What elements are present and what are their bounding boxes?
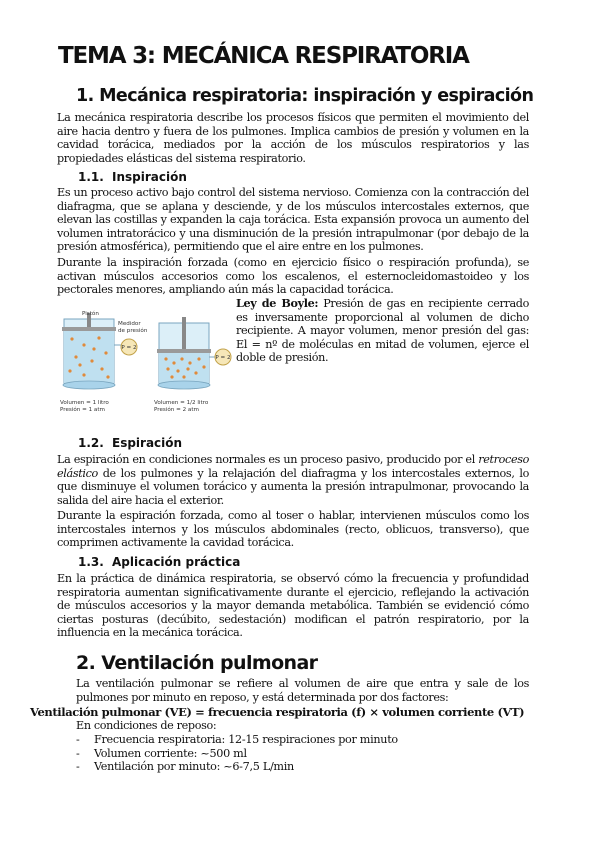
subsection-1-3-heading — [78, 555, 240, 569]
subsection-1-2-heading — [78, 436, 182, 450]
boyle-law-label: Ley de Boyle: — [236, 296, 319, 310]
gauge-left-text: P = 2 — [121, 345, 137, 351]
expiration-text-a: La espiración en condiciones normales es un proceso pasivo, producido por el — [57, 453, 479, 466]
list-item: - Frecuencia respiratoria: 12-15 respiraciones por minuto — [76, 733, 398, 747]
boyle-law-paragraph — [236, 297, 529, 365]
subsection-label: Aplicación práctica — [112, 555, 241, 569]
left-cylinder — [62, 313, 116, 389]
ventilation-intro: La ventilación pulmonar se refiere al volumen de aire que entra y sale de los pulmones por minuto en reposo, y está determinada por dos factores: — [76, 677, 529, 704]
gauge-label-2: de presión — [118, 328, 148, 334]
left-caption-volume: Volumen = 1 litro — [60, 400, 109, 406]
expiration-emphasis: retroceso elástico — [57, 453, 529, 480]
subsection-1-1-heading — [78, 170, 187, 184]
list-item: - Volumen corriente: ~500 ml — [76, 747, 398, 761]
list-item: - Ventilación por minuto: ~6-7,5 L/min — [76, 760, 398, 774]
inspiration-paragraph-1: Es un proceso activo bajo control del sistema nervioso. Comienza con la contracción del diafragma, que se aplana y desciende, y de los músculos intercostales externos, que elevan las costillas y expanden la caja torácica. Esta expansión provoca un aumento del volumen intratorácico y una disminución de la presión intrapulmonar (por debajo de la presión atmosférica), permitiendo que el aire entre en los pulmones. — [57, 186, 529, 254]
piston-label: Pistón — [82, 311, 99, 317]
subsection-number: 1.1. — [78, 170, 104, 184]
section-2-heading: 2. Ventilación pulmonar — [76, 652, 318, 674]
subsection-label: Inspiración — [112, 170, 187, 184]
expiration-paragraph-2: Durante la espiración forzada, como al toser o hablar, intervienen músculos como los intercostales internos y los músculos abdominales (recto, oblicuos, transverso), que comprimen activamente la cavidad torácica. — [57, 509, 529, 550]
gauge-label-1: Medidor — [118, 321, 141, 327]
left-caption-pressure: Presión = 1 atm — [60, 407, 105, 413]
rest-conditions-label: En condiciones de reposo: — [76, 719, 217, 732]
practice-paragraph: En la práctica de dinámica respiratoria, se observó cómo la frecuencia y profundidad respiratoria aumentan significativamente durante el ejercicio, reflejando la activación de músculos accesorios y la mayor demanda metabólica. También se evidenció cómo ciertas posturas (decúbito, sedestación) modifican el patrón respiratorio, por la influencia en la mecánica torácica. — [57, 572, 529, 640]
rest-values-list — [76, 733, 398, 774]
section-1-intro: La mecánica respiratoria describe los procesos físicos que permiten el movimiento del aire hacia dentro y fuera de los pulmones. Implica cambios de presión y volumen en la cavidad torácica, mediados por la acción de los músculos respiratorios y las propiedades elásticas del sistema respiratorio. — [57, 111, 529, 165]
subsection-number: 1.3. — [78, 555, 104, 569]
section-1-heading: 1. Mecánica respiratoria: inspiración y espiración — [76, 86, 534, 106]
ventilation-formula: Ventilación pulmonar (VE) = frecuencia respiratoria (f) × volumen corriente (VT) — [30, 705, 525, 719]
subsection-label: Espiración — [112, 436, 183, 450]
inspiration-paragraph-2: Durante la inspiración forzada (como en ejercicio físico o respiración profunda), se activan músculos accesorios como los escalenos, el esternocleidomastoideo y los pectorales menores, ampliando aún más la capacidad torácica. — [57, 256, 529, 297]
expiration-paragraph-1 — [57, 453, 529, 507]
gauge-right-text: P = 2 — [215, 355, 231, 361]
right-cylinder — [157, 317, 211, 389]
right-caption-pressure: Presión = 2 atm — [154, 407, 199, 413]
subsection-number: 1.2. — [78, 436, 104, 450]
right-caption-volume: Volumen = 1/2 litro — [154, 400, 209, 406]
expiration-text-b: de los pulmones y la relajación del diafragma y los intercostales externos, lo que disminuye el volumen torácico y aumenta la presión intrapulmonar, provocando la salida del aire hacia el exterior. — [57, 466, 529, 507]
boyle-law-text: Presión de gas en recipiente cerrado es inversamente proporcional al volumen de dicho recipiente. A mayor volumen, menor presión del gas: El = nº de moléculas en mitad de volumen, ejerce el doble de presión. — [236, 297, 529, 365]
page-title: TEMA 3: MECÁNICA RESPIRATORIA — [58, 43, 469, 69]
boyle-law-figure — [54, 305, 234, 417]
